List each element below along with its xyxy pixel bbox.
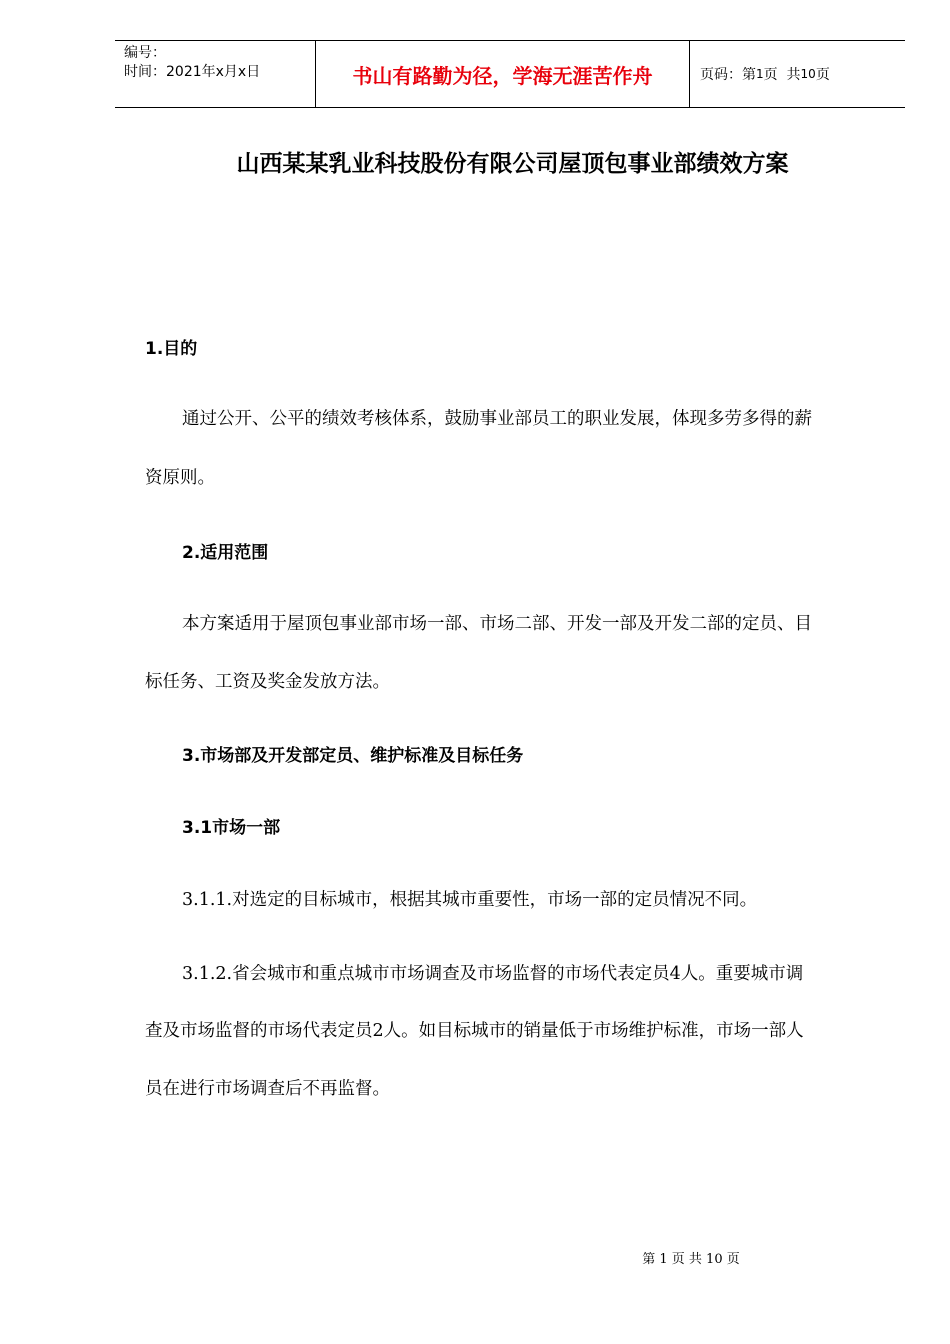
paragraph-scope-line-2: 标任务、工资及奖金发放方法。 [145, 672, 390, 692]
page-footer: 第 1 页 共 10 页 [642, 1252, 740, 1267]
paragraph-3-1-2-line-1: 3.1.2.省会城市和重点城市市场调查及市场监督的市场代表定员4人。重要城市调 [182, 964, 804, 984]
section-heading-purpose: 1.目的 [145, 339, 198, 359]
paragraph-purpose-line-2: 资原则。 [145, 468, 215, 488]
serial-label: 编号： [124, 45, 166, 61]
paragraph-3-1-2-line-3: 员在进行市场调查后不再监督。 [145, 1079, 390, 1099]
paragraph-purpose-line-1: 通过公开、公平的绩效考核体系，鼓励事业部员工的职业发展，体现多劳多得的薪 [182, 409, 812, 429]
section-heading-staffing: 3.市场部及开发部定员、维护标准及目标任务 [182, 746, 524, 766]
header-meta-cell [115, 41, 316, 107]
paragraph-scope-line-1: 本方案适用于屋顶包事业部市场一部、市场二部、开发一部及开发二部的定员、目 [182, 614, 812, 634]
page-total: 10 [800, 67, 816, 81]
page-prefix: 页码：第 [700, 67, 756, 83]
header-motto: 书山有路勤为径，学海无涯苦作舟 [316, 41, 690, 107]
page-current: 1 [756, 67, 764, 81]
paragraph-3-1-1: 3.1.1.对选定的目标城市，根据其城市重要性，市场一部的定员情况不同。 [182, 890, 758, 910]
page-mid: 页 共 [763, 67, 801, 83]
paragraph-3-1-2-line-2: 查及市场监督的市场代表定员2人。如目标城市的销量低于市场维护标准，市场一部人 [145, 1021, 804, 1041]
subsection-heading-market-1: 3.1市场一部 [182, 818, 281, 838]
header-page-number [690, 41, 905, 107]
page-suffix: 页 [815, 67, 830, 83]
section-heading-scope: 2.适用范围 [182, 543, 269, 563]
time-label: 时间：2021年x月x日 [124, 64, 261, 80]
document-title: 山西某某乳业科技股份有限公司屋顶包事业部绩效方案 [236, 151, 789, 177]
page-header [115, 40, 905, 108]
